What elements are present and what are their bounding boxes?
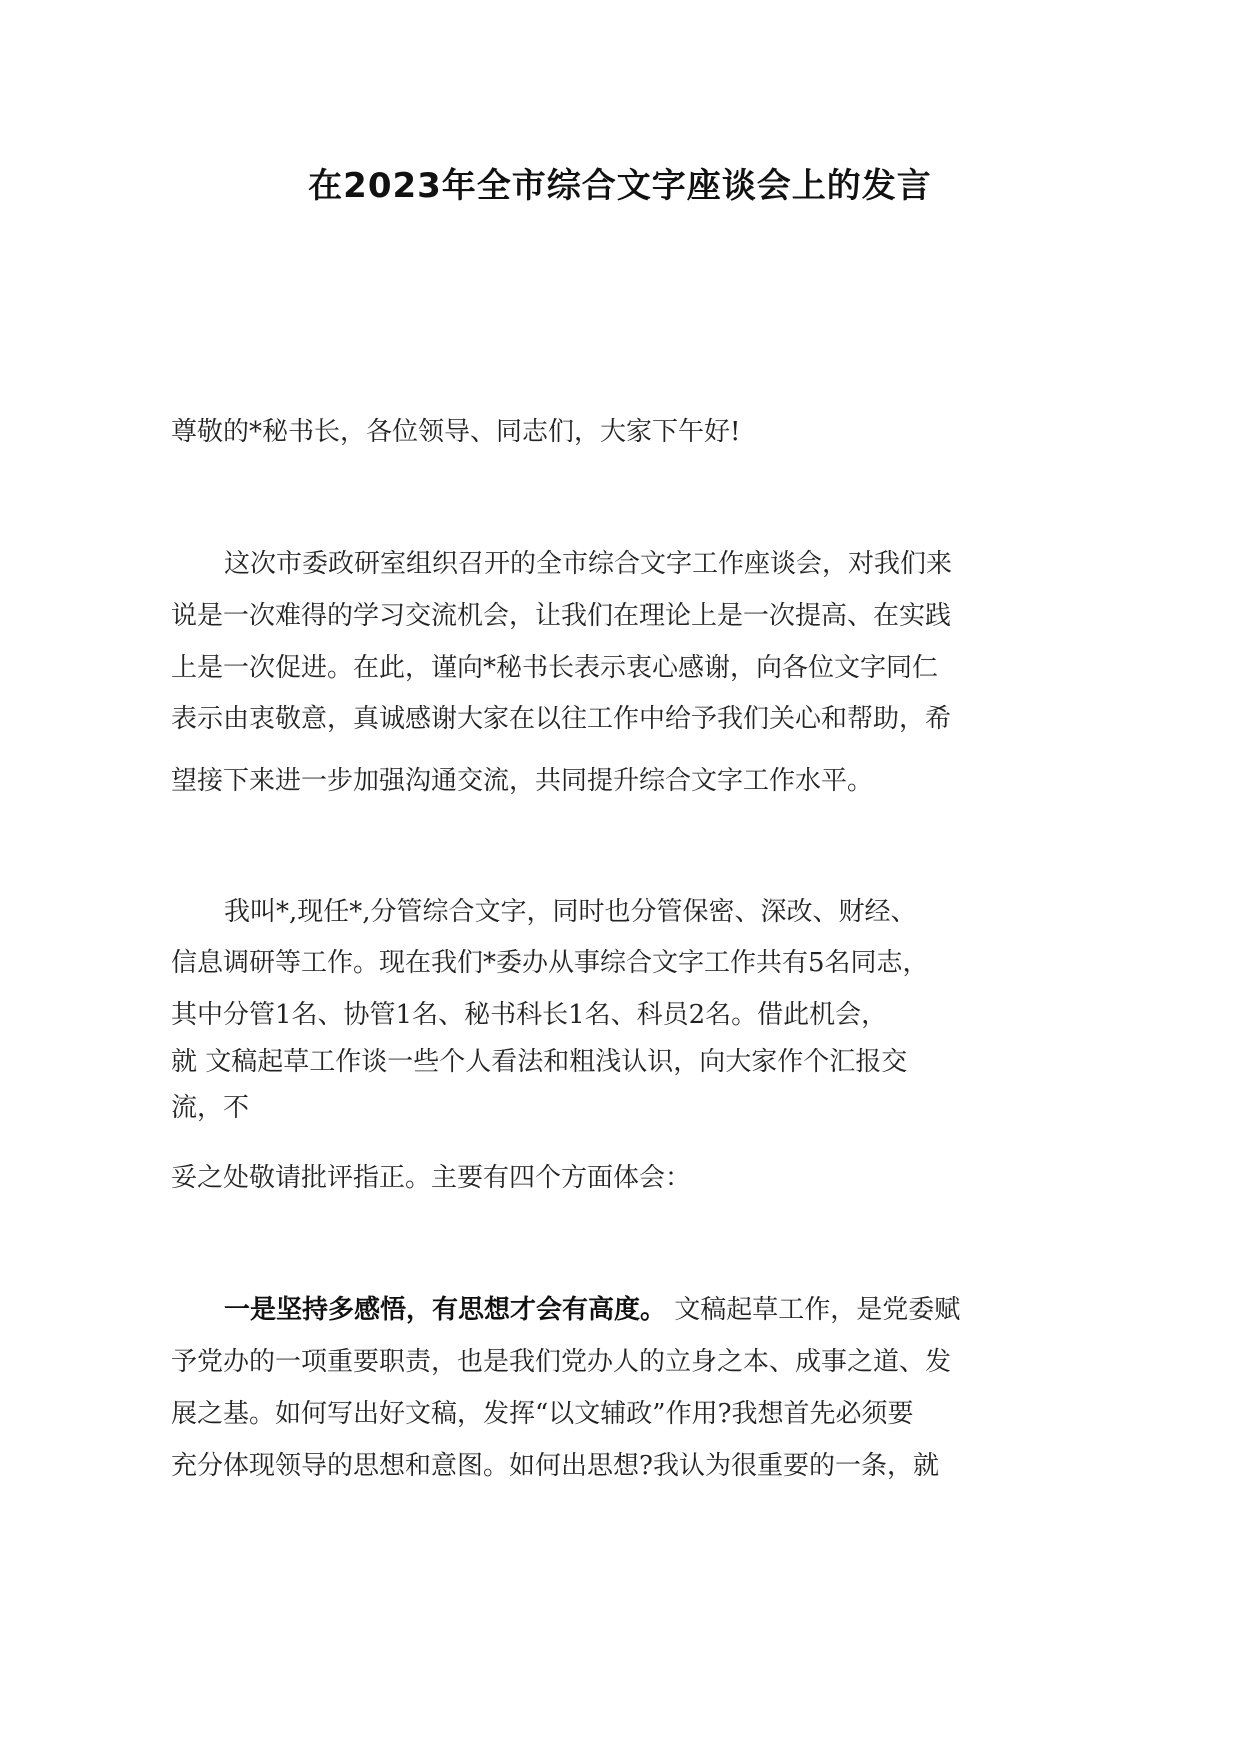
paragraph3-line: 予党办的一项重要职责，也是我们党办人的立身之本、成事之道、发 — [171, 1347, 952, 1377]
paragraph2-line: 流，不 — [171, 1093, 250, 1123]
paragraph2-line: 我叫*,现任*,分管综合文字，同时也分管保密、深改、财经、 — [224, 897, 917, 927]
paragraph3-line: 展之基。如何写出好文稿，发挥“以文辅政”作用?我想首先必须要 — [171, 1399, 914, 1429]
paragraph3-lead: 一是坚持多感悟，有思想才会有高度。 — [224, 1295, 667, 1325]
paragraph2-line: 信息调研等工作。现在我们*委办从事综合文字工作共有5名同志， — [171, 948, 929, 978]
document-title: 在2023年全市综合文字座谈会上的发言 — [308, 166, 932, 206]
paragraph1-line: 上是一次促进。在此，谨向*秘书长表示衷心感谢，向各位文字同仁 — [171, 653, 939, 683]
salutation-line: 尊敬的*秘书长，各位领导、同志们，大家下午好! — [171, 417, 741, 447]
paragraph3-first-line-rest: 文稿起草工作，是党委赋 — [666, 1295, 961, 1325]
paragraph1-line: 这次市委政研室组织召开的全市综合文字工作座谈会，对我们来 — [224, 549, 953, 579]
paragraph3-line: 充分体现领导的思想和意图。如何出思想?我认为很重要的一条，就 — [171, 1451, 939, 1481]
paragraph1-line: 说是一次难得的学习交流机会，让我们在理论上是一次提高、在实践 — [171, 601, 952, 631]
paragraph2-line: 其中分管1名、协管1名、秘书科长1名、科员2名。借此机会， — [171, 1000, 888, 1030]
paragraph1-line: 望接下来进一步加强沟通交流，共同提升综合文字工作水平。 — [171, 766, 874, 796]
paragraph2-line: 就 文稿起草工作谈一些个人看法和粗浅认识，向大家作个汇报交 — [171, 1047, 908, 1077]
paragraph2-line: 妥之处敬请批评指正。主要有四个方面体会： — [171, 1163, 692, 1193]
paragraph1-line: 表示由衷敬意，真诚感谢大家在以往工作中给予我们关心和帮助，希 — [171, 704, 952, 734]
paragraph3-first-line — [224, 1294, 960, 1326]
